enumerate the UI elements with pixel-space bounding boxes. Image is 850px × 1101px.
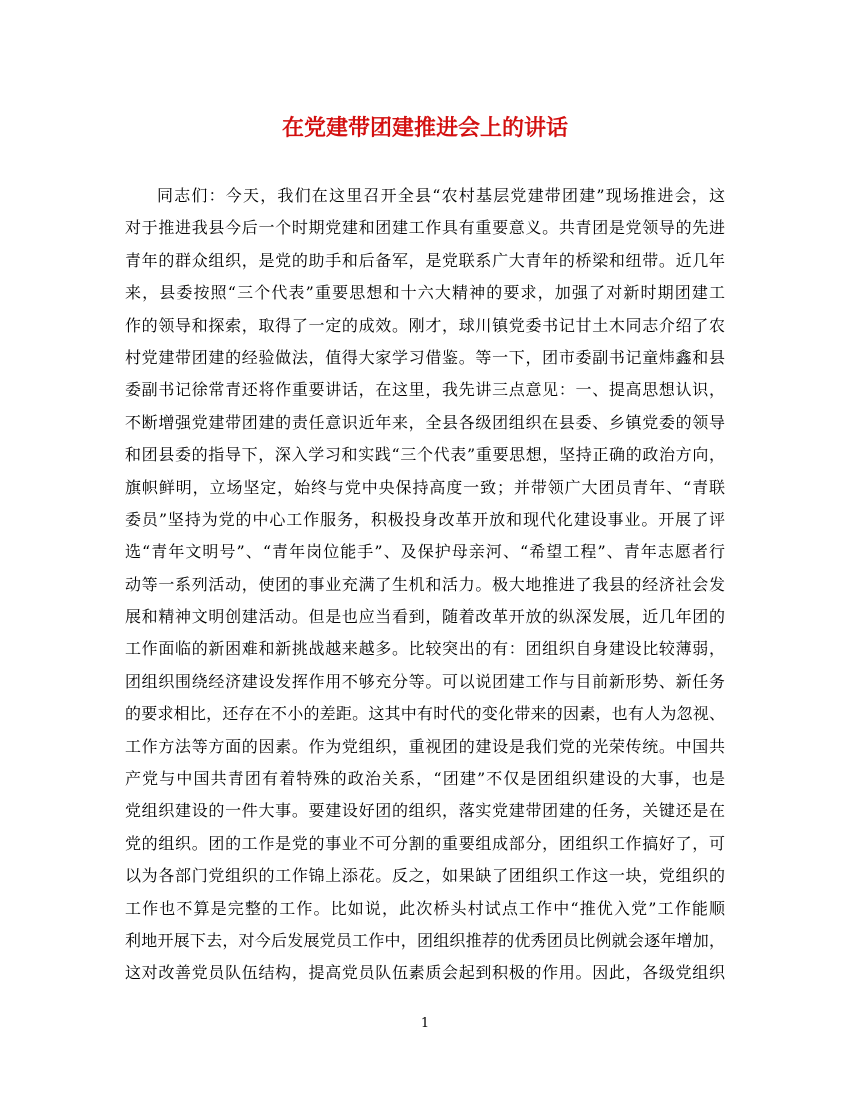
document-body (125, 180, 725, 990)
page-number: 1 (420, 1016, 430, 1031)
body-line: 的要求相比，还存在不小的差距。这其中有时代的变化带来的因素，也有人为忽视、 (125, 704, 725, 724)
body-line: 以为各部门党组织的工作锦上添花。反之，如果缺了团组织工作这一块，党组织的 (125, 866, 725, 886)
body-line: 党的组织。团的工作是党的事业不可分割的重要组成部分，团组织工作搞好了，可 (125, 833, 725, 853)
body-line: 委副书记徐常青还将作重要讲话，在这里，我先讲三点意见：一、提高思想认识， (125, 380, 725, 400)
body-line: 产党与中国共青团有着特殊的政治关系，“团建”不仅是团组织建设的大事，也是 (125, 769, 725, 789)
body-line: 工作方法等方面的因素。作为党组织，重视团的建设是我们党的光荣传统。中国共 (125, 736, 725, 756)
body-line: 这对改善党员队伍结构，提高党员队伍素质会起到积极的作用。因此，各级党组织 (125, 963, 725, 983)
body-line: 青年的群众组织，是党的助手和后备军，是党联系广大青年的桥梁和纽带。近几年 (125, 250, 725, 270)
body-line: 动等一系列活动，使团的事业充满了生机和活力。极大地推进了我县的经济社会发 (125, 574, 725, 594)
body-line: 旗帜鲜明，立场坚定，始终与党中央保持高度一致；并带领广大团员青年、“青联 (125, 477, 725, 497)
body-line: 作的领导和探索，取得了一定的成效。刚才，球川镇党委书记甘土木同志介绍了农 (125, 315, 725, 335)
body-line: 工作面临的新困难和新挑战越来越多。比较突出的有：团组织自身建设比较薄弱， (125, 639, 725, 659)
body-line: 选“青年文明号”、“青年岗位能手”、及保护母亲河、“希望工程”、青年志愿者行 (125, 542, 725, 562)
document-title: 在党建带团建推进会上的讲话 (281, 115, 568, 141)
body-line: 不断增强党建带团建的责任意识近年来，全县各级团组织在县委、乡镇党委的领导 (125, 412, 725, 432)
body-line: 同志们：今天，我们在这里召开全县“农村基层党建带团建”现场推进会，这 (157, 186, 725, 205)
body-line: 委员”坚持为党的中心工作服务，积极投身改革开放和现代化建设事业。开展了评 (125, 509, 725, 529)
body-line: 和团县委的指导下，深入学习和实践“三个代表”重要思想，坚持正确的政治方向， (125, 445, 725, 465)
body-line: 村党建带团建的经验做法，值得大家学习借鉴。等一下，团市委副书记童炜鑫和县 (125, 347, 725, 367)
body-line: 利地开展下去，对今后发展党员工作中，团组织推荐的优秀团员比例就会逐年增加， (125, 930, 725, 950)
body-line: 党组织建设的一件大事。要建设好团的组织，落实党建带团建的任务，关键还是在 (125, 801, 725, 821)
body-line: 来，县委按照“三个代表”重要思想和十六大精神的要求，加强了对新时期团建工 (125, 283, 725, 303)
body-line: 团组织围绕经济建设发挥作用不够充分等。可以说团建工作与目前新形势、新任务 (125, 671, 725, 691)
body-line: 展和精神文明创建活动。但是也应当看到，随着改革开放的纵深发展，近几年团的 (125, 607, 725, 627)
body-line: 对于推进我县今后一个时期党建和团建工作具有重要意义。共青团是党领导的先进 (125, 218, 725, 238)
body-line: 工作也不算是完整的工作。比如说，此次桥头村试点工作中“推优入党”工作能顺 (125, 898, 725, 918)
